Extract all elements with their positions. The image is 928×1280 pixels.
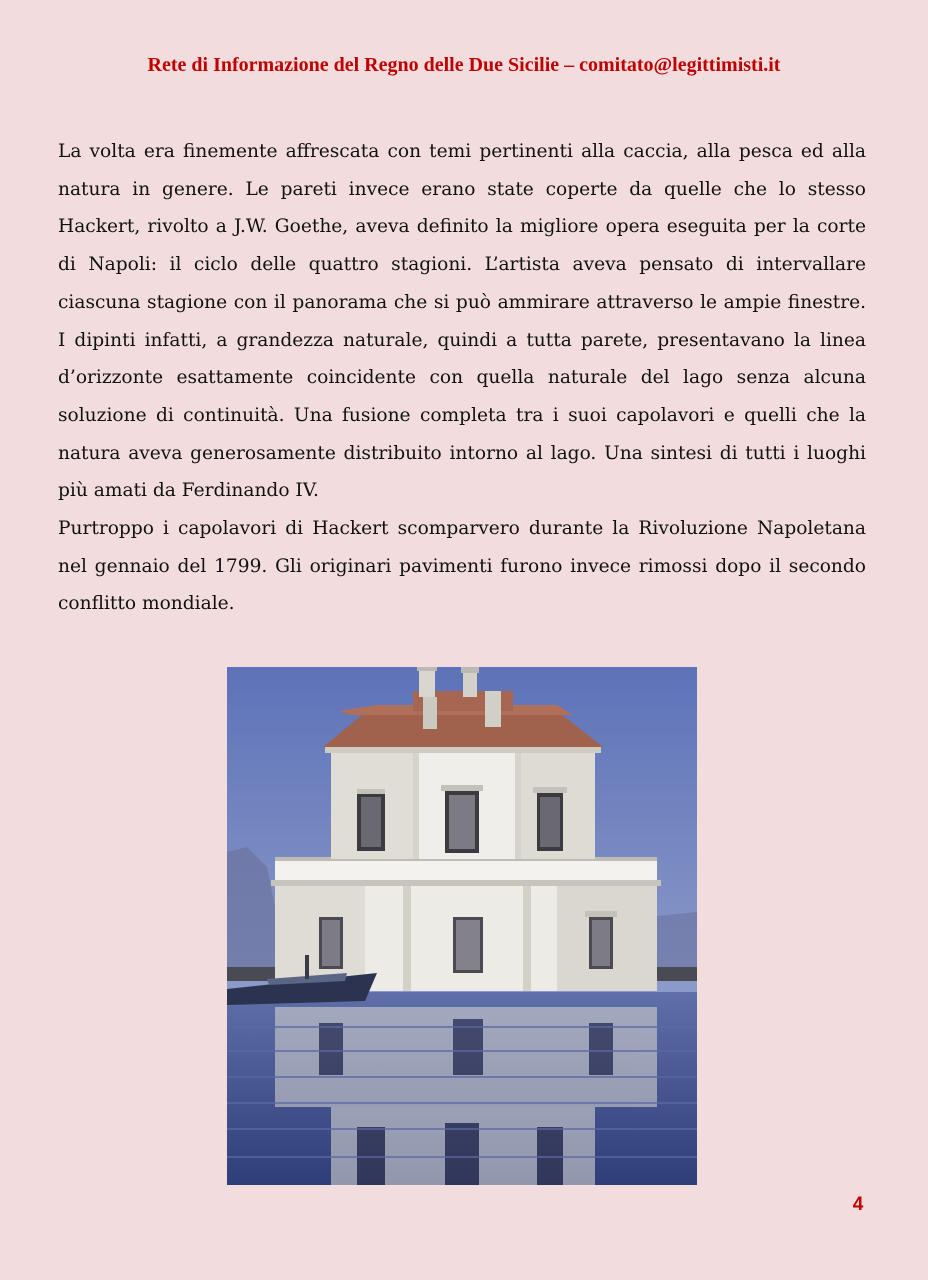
page-number: 4	[852, 1194, 864, 1215]
casina-vanvitelliana-icon	[227, 667, 697, 1185]
body-text	[58, 133, 866, 623]
paragraph-2: Purtroppo i capolavori di Hackert scomparvero durante la Rivoluzione Napoletana nel gennaio del 1799. Gli originari pavimenti furono invece rimossi dopo il secondo conflitto mondiale.	[58, 518, 866, 615]
building-photo	[227, 667, 697, 1185]
page-header: Rete di Informazione del Regno delle Due Sicilie – comitato@legittimisti.it	[147, 54, 781, 76]
paragraph-1: La volta era finemente affrescata con temi pertinenti alla caccia, alla pesca ed alla natura in genere. Le pareti invece erano state coperte da quelle che lo stesso Hackert, rivolto a J.W. Goethe, aveva definito la migliore opera eseguita per la corte di Napoli: il ciclo delle quattro stagioni. L’artista aveva pensato di intervallare ciascuna stagione con il panorama che si può ammirare attraverso le ampie finestre. I dipinti infatti, a grandezza naturale, quindi a tutta parete, presentavano la linea d’orizzonte esattamente coincidente con quella naturale del lago senza alcuna soluzione di continuità. Una fusione completa tra i suoi capolavori e quelli che la natura aveva generosamente distribuito intorno al lago. Una sintesi di tutti i luoghi più amati da Ferdinando IV.	[58, 141, 866, 502]
